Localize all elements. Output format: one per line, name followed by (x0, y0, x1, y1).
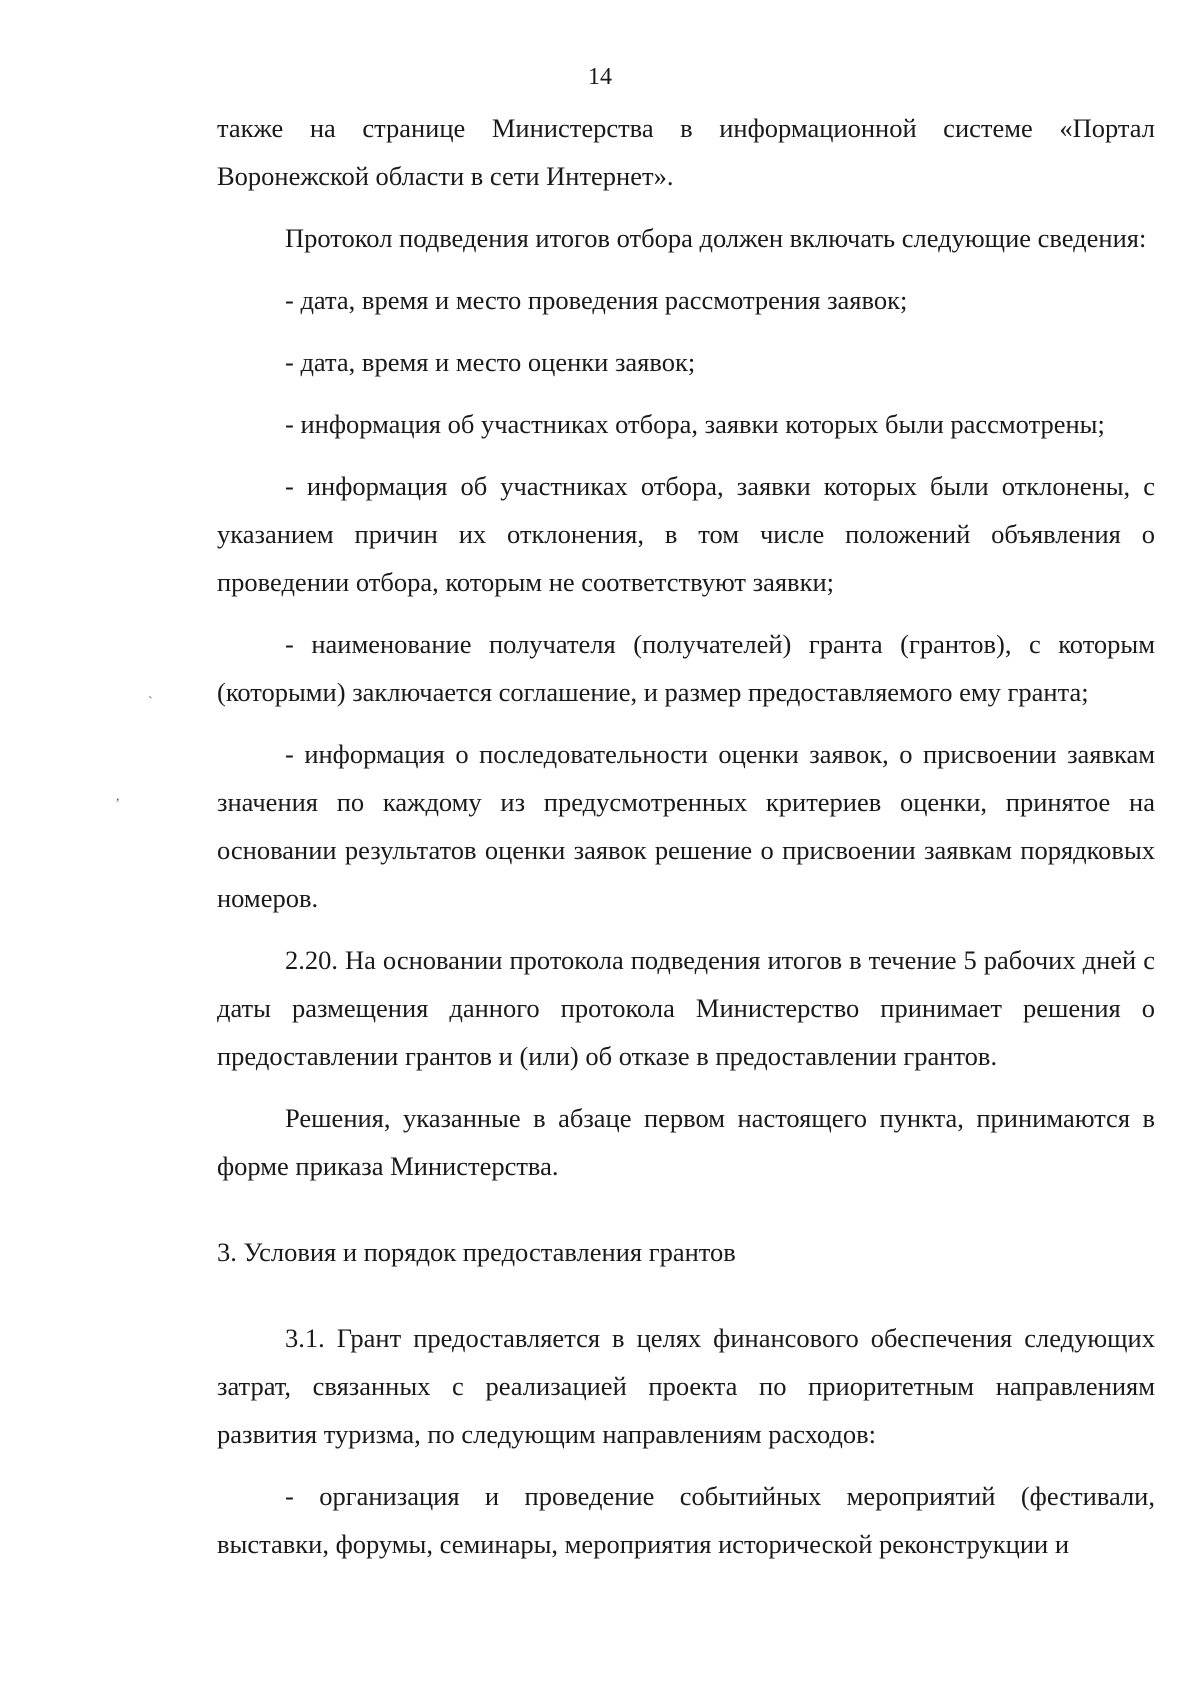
list-item-events: - организация и проведение событийных мероприятий (фестивали, выставки, форумы, семинары, мероприятия исторической реконструкции и (217, 1481, 1155, 1559)
list-item-reviewed-participants: - информация об участниках отбора, заявки которых были рассмотрены; (285, 409, 1105, 439)
page-number: 14 (588, 64, 612, 90)
paragraph-3-1: 3.1. Грант предоставляется в целях финансового обеспечения следующих затрат, связанных с реализацией проекта по приоритетным направлениям развития туризма, по следующим направлениям расходов: (217, 1323, 1155, 1449)
scan-speck-mark: ` (148, 695, 153, 710)
scan-speck-mark: , (116, 789, 120, 804)
list-item-rejected-participants: - информация об участниках отбора, заявки которых были отклонены, с указанием причин их отклонения, в том числе положений объявления о проведении отбора, которым не соответствуют заявки; (217, 471, 1155, 597)
list-item-grant-recipient: - наименование получателя (получателей) гранта (грантов), с которым (которыми) заключается соглашение, и размер предоставляемого ему гранта; (217, 629, 1155, 707)
list-item-review-date: - дата, время и место проведения рассмотрения заявок; (285, 285, 908, 315)
document-body (217, 104, 1155, 1568)
list-item-evaluation-sequence: - информация о последовательности оценки заявок, о присвоении заявкам значения по каждому из предусмотренных критериев оценки, принятое на основании результатов оценки заявок решение о присвоении заявкам порядковых номеров. (217, 739, 1155, 913)
paragraph-2-20: 2.20. На основании протокола подведения итогов в течение 5 рабочих дней с даты размещения данного протокола Министерство принимает решения о предоставлении грантов и (или) об отказе в предоставлении грантов. (217, 945, 1155, 1071)
paragraph-decisions: Решения, указанные в абзаце первом настоящего пункта, принимаются в форме приказа Министерства. (217, 1103, 1155, 1181)
list-item-evaluation-date: - дата, время и место оценки заявок; (285, 347, 696, 377)
paragraph-continuation: также на странице Министерства в информационной системе «Портал Воронежской области в сети Интернет». (217, 113, 1155, 191)
section-heading: 3. Условия и порядок предоставления грантов (217, 1237, 736, 1267)
paragraph-protocol-intro: Протокол подведения итогов отбора должен включать следующие сведения: (285, 223, 1147, 253)
